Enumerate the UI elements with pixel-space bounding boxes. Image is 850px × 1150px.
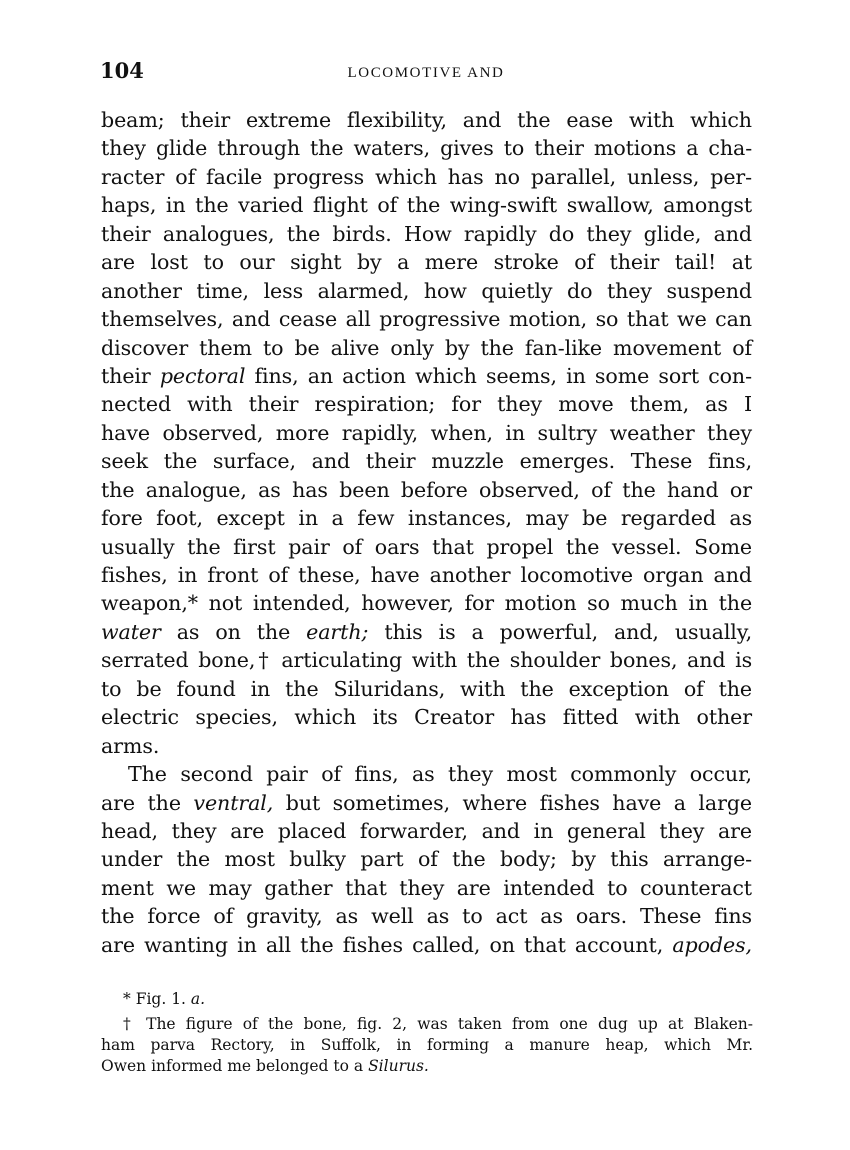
- text-line: ment we may gather that they are intended to counteract: [101, 875, 752, 900]
- text-line: are the ventral, but sometimes, where fishes have a large: [101, 790, 753, 815]
- text-line: head, they are placed forwarder, and in general they are: [101, 818, 752, 843]
- text-line: haps, in the varied flight of the wing-swift swallow, amongst: [101, 193, 753, 218]
- text-line: another time, less alarmed, how quietly do they suspend: [101, 278, 753, 303]
- text-line: water as on the earth; this is a powerful, and, usually,: [101, 619, 753, 644]
- body-text: [101, 106, 752, 959]
- footnote-dagger-end: Owen informed me belonged to a Silurus.: [101, 1057, 429, 1075]
- running-head: LOCOMOTIVE AND: [347, 65, 505, 81]
- text-line: are wanting in all the fishes called, on that account, apodes,: [101, 932, 752, 957]
- text-line: their analogues, the birds. How rapidly do they glide, and: [101, 221, 753, 246]
- page-header: [100, 58, 752, 88]
- text-line: usually the first pair of oars that propel the vessel. Some: [101, 534, 752, 559]
- text-line: have observed, more rapidly, when, in sultry weather they: [101, 420, 752, 445]
- text-line: fishes, in front of these, have another locomotive organ and: [101, 563, 752, 587]
- text-line: are lost to our sight by a mere stroke of their tail! at: [101, 250, 753, 275]
- text-line: they glide through the waters, gives to their motions a cha-: [101, 136, 753, 161]
- footnote-dagger: † The figure of the bone, fig. 2, was taken from one dug up at Blaken-: [123, 1015, 753, 1033]
- footnote-dagger-continued: ham parva Rectory, in Suffolk, in forming a manure heap, which Mr.: [101, 1036, 754, 1054]
- paragraph-last-line: arms.: [101, 733, 160, 758]
- text-line: under the most bulky part of the body; by this arrange-: [101, 847, 753, 872]
- text-line: weapon,* not intended, however, for motion so much in the: [101, 591, 753, 616]
- text-line: their pectoral fins, an action which seems, in some sort con-: [101, 363, 752, 388]
- text-line: to be found in the Siluridans, with the exception of the: [101, 676, 753, 701]
- paragraph-first-line: The second pair of fins, as they most commonly occur,: [128, 762, 752, 787]
- text-line: discover them to be alive only by the fan-like movement of: [101, 335, 753, 360]
- page-number: 104: [100, 58, 144, 83]
- text-line: the force of gravity, as well as to act as oars. These fins: [101, 904, 752, 929]
- text-line: themselves, and cease all progressive motion, so that we can: [101, 307, 752, 332]
- text-line: electric species, which its Creator has fitted with other: [101, 705, 752, 730]
- text-line: seek the surface, and their muzzle emerges. These fins,: [101, 449, 753, 474]
- text-line: fore foot, except in a few instances, may be regarded as: [101, 506, 753, 531]
- footnote-star: * Fig. 1. a.: [123, 990, 206, 1008]
- text-line: beam; their extreme flexibility, and the ease with which: [101, 108, 752, 132]
- text-line: racter of facile progress which has no parallel, unless, per-: [101, 164, 753, 189]
- footnotes: [101, 989, 753, 1077]
- text-line: the analogue, as has been before observed, of the hand or: [101, 477, 752, 502]
- text-line: nected with their respiration; for they move them, as I: [101, 392, 753, 417]
- text-line: serrated bone,† articulating with the shoulder bones, and is: [101, 648, 753, 673]
